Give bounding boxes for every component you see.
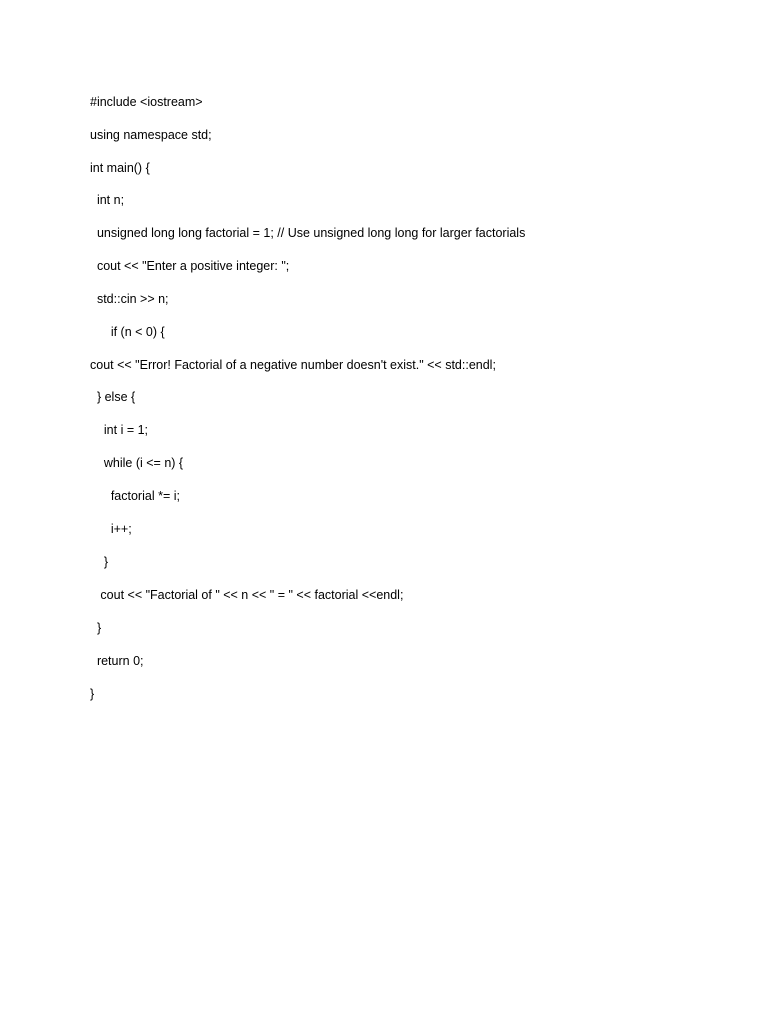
code-line-prompt: cout << "Enter a positive integer: "; [90,259,290,273]
code-line-return: return 0; [90,654,144,668]
code-line-factorial-decl: unsigned long long factorial = 1; // Use unsigned long long for larger factorials [90,226,526,240]
code-line-include: #include <iostream> [90,95,203,109]
code-line-main: int main() { [90,161,150,175]
code-line-multiply: factorial *= i; [90,489,180,503]
code-line-increment: i++; [90,522,132,536]
code-line-if: if (n < 0) { [90,325,165,339]
code-line-close-while: } [90,555,109,569]
code-line-close-else: } [90,621,102,635]
code-line-error: cout << "Error! Factorial of a negative number doesn't exist." << std::endl; [90,358,496,372]
code-line-namespace: using namespace std; [90,128,212,142]
code-line-while: while (i <= n) { [90,456,184,470]
code-line-else: } else { [90,390,136,404]
code-line-cin: std::cin >> n; [90,292,169,306]
code-line-close-main: } [90,687,95,701]
code-line-int-n: int n; [90,193,125,207]
code-line-output: cout << "Factorial of " << n << " = " << factorial <<endl; [90,588,404,602]
code-line-int-i: int i = 1; [90,423,149,437]
